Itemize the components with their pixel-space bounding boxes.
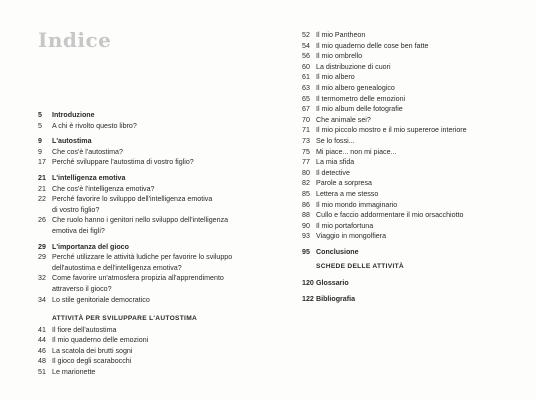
chapter-entry [302,294,502,305]
index-column-left [38,110,243,378]
toc-entry [302,178,502,189]
entry-title: L'intelligenza emotiva [52,173,126,182]
entry-title: emotiva dei figli? [52,226,105,235]
toc-entry [38,157,243,168]
entry-title: A chi è rivolto questo libro? [52,121,137,130]
entry-title: attraverso il gioco? [52,284,112,293]
page-number: 82 [302,179,310,188]
page-number: 5 [38,121,42,130]
entry-title: Che ruolo hanno i genitori nello sviluppo dell'intelligenza [52,216,229,225]
toc-entry [38,121,243,132]
toc-entry [38,367,243,378]
toc-entry [38,284,243,295]
toc-entry [302,41,502,52]
page-number: 85 [302,189,310,198]
entry-title: Che cos'è l'intelligenza emotiva? [52,184,155,193]
entry-title: Introduzione [52,111,95,119]
entry-title: La distribuzione di cuori [316,62,391,71]
page-number: 86 [302,200,310,209]
toc-entry [302,231,502,242]
page-number: 80 [302,168,310,177]
page-number: 51 [38,368,46,377]
spacer [38,305,243,314]
entry-title: Glossario [316,279,349,288]
toc-entry [302,168,502,179]
entry-title: Che cos'è l'autostima? [52,147,123,156]
entry-title: Il mio piccolo mostro e il mio supereroe interiore [316,126,467,135]
entry-title: Perché sviluppare l'autostima di vostro figlio? [52,158,194,167]
toc-entry [302,147,502,158]
chapter-entry [38,110,243,121]
page-number: 71 [302,126,310,135]
toc-entry [302,72,502,83]
toc-entry [38,147,243,158]
toc-entry [38,356,243,367]
toc-entry [38,215,243,226]
page-number: 93 [302,232,310,241]
page-number: 34 [38,295,46,304]
page-number: 54 [302,41,310,50]
page-number: 75 [302,147,310,156]
entry-title: Il mio quaderno delle emozioni [52,336,149,345]
toc-entry [302,210,502,221]
page-number: 22 [38,195,46,204]
toc-entry [38,184,243,195]
page-number: 29 [38,242,46,251]
page-number: 73 [302,136,310,145]
chapter-entry [302,247,502,258]
toc-entry [302,115,502,126]
entry-title: Il termometro delle emozioni [316,94,406,103]
page-number: 29 [38,253,46,262]
toc-entry [302,30,502,41]
entry-title: Se lo fossi... [316,136,355,145]
entry-title: Il mio Pantheon [316,31,366,39]
page-number: 65 [302,94,310,103]
toc-entry [38,194,243,205]
chapter-entry [38,173,243,184]
chapter-entry [302,278,502,289]
page-number: 9 [38,147,42,156]
page-number: 46 [38,346,46,355]
page-number: 44 [38,336,46,345]
entry-title: Perché utilizzare le attività ludiche per favorire lo sviluppo [52,253,233,262]
entry-title: Il mio mondo immaginario [316,200,398,209]
entry-title: L'importanza del gioco [52,242,129,251]
entry-title: Il mio albero genealogico [316,83,395,92]
toc-entry [38,295,243,306]
entry-title: Le marionette [52,368,96,377]
toc-entry [302,200,502,211]
entry-title: Come favorire un'atmosfera propizia all'apprendimento [52,274,224,283]
toc-entry [302,125,502,136]
page-number: 56 [302,52,310,61]
toc-entry [302,157,502,168]
entry-title: Il mio quaderno delle cose ben fatte [316,41,429,50]
toc-entry [302,189,502,200]
page-number: 41 [38,325,46,334]
index-column-right [302,30,502,304]
entry-title: Il gioco degli scarabocchi [52,357,132,366]
toc-entry [302,94,502,105]
toc-entry [38,273,243,284]
entry-title: Il mio ombrello [316,52,363,61]
page-number: 32 [38,274,46,283]
entry-title: La mia sfida [316,158,355,167]
entry-title: Conclusione [316,247,359,256]
entry-title: Perché favorire lo sviluppo dell'intelligenza emotiva [52,195,213,204]
page-title: Indice [38,28,112,52]
page-number: 63 [302,83,310,92]
entry-title: Il mio album delle fotografie [316,105,403,114]
entry-title: Mi piace... non mi piace... [316,147,397,156]
page-number: 17 [38,158,46,167]
toc-entry [38,205,243,216]
page-number: 9 [38,137,42,146]
toc-entry [38,325,243,336]
page-number: 67 [302,105,310,114]
entry-title: Lettera a me stesso [316,189,379,198]
page-number: 120 [302,279,314,288]
entry-title: Bibliografia [316,294,356,303]
entry-title: di vostro figlio? [52,205,100,214]
page-number: 5 [38,111,42,119]
entry-title: Il mio albero [316,73,355,82]
page-number: 70 [302,115,310,124]
entry-title: Che animale sei? [316,115,371,124]
page-number: 122 [302,294,314,303]
entry-title: Viaggio in mongolfiera [316,232,387,241]
toc-entry [302,51,502,62]
toc-entry [38,226,243,237]
page-number: 77 [302,158,310,167]
entry-title: L'autostima [52,137,92,146]
page-number: 90 [302,221,310,230]
page-number: 21 [38,184,46,193]
toc-entry [38,263,243,274]
entry-title: Il detective [316,168,350,177]
page-number: 88 [302,211,310,220]
toc-entry [302,83,502,94]
page-number: 52 [302,31,310,39]
entry-title: Parole a sorpresa [316,179,372,188]
toc-entry [302,136,502,147]
page-number: 26 [38,216,46,225]
toc-entry [38,252,243,263]
entry-title: Cullo e faccio addormentare il mio orsacchiotto [316,211,464,220]
chapter-entry [38,136,243,147]
entry-title: Il mio portafortuna [316,221,374,230]
page-number: 60 [302,62,310,71]
page-number: 48 [38,357,46,366]
section-heading: SCHEDE DELLE ATTIVITÀ [316,263,404,271]
entry-title: dell'autostima e dell'intelligenza emotiva? [52,263,182,272]
toc-entry [302,104,502,115]
toc-entry [302,62,502,73]
entry-title: La scatola dei brutti sogni [52,346,133,355]
entry-title: Lo stile genitoriale democratico [52,295,150,304]
entry-title: Il fiore dell'autostima [52,325,117,334]
page-number: 95 [302,247,310,256]
page-number: 21 [38,173,46,182]
toc-entry [38,335,243,346]
page-number: 61 [302,73,310,82]
toc-entry [302,221,502,232]
toc-entry [38,346,243,357]
chapter-entry [38,242,243,253]
section-heading: ATTIVITÀ PER SVILUPPARE L'AUTOSTIMA [52,315,198,323]
